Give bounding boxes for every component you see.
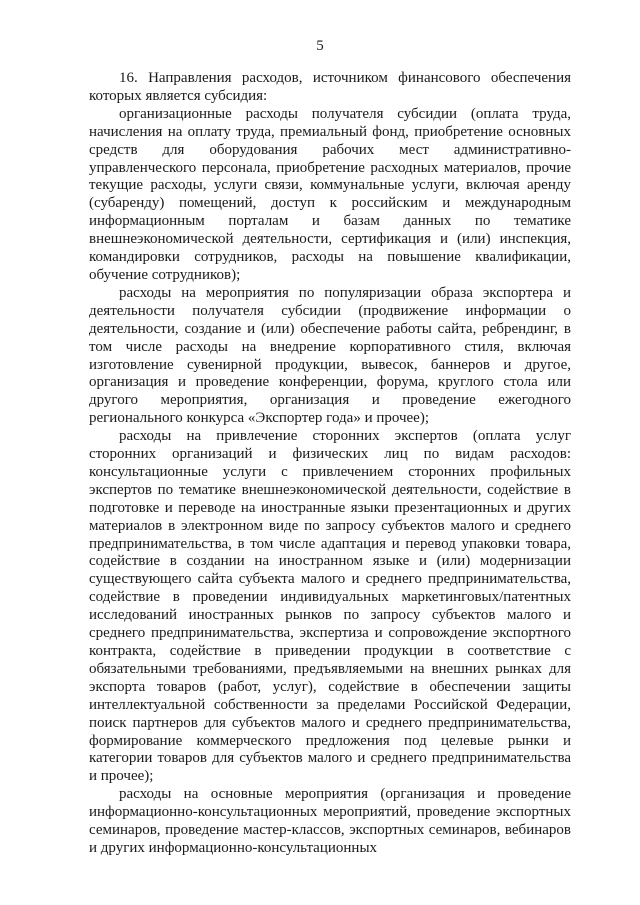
document-body [89, 70, 571, 858]
paragraph-external-experts-expenses: расходы на привлечение сторонних экспертов (оплата услуг сторонних организаций и физических лиц по видам расходов: консультационные услуги с привлечением сторонних профильных экспертов по тематике внешнеэкономической деятельности, содействие в подготовке и переводе на иностранные языки презентационных и других материалов в электронном виде по запросу субъектов малого и среднего предпринимательства, в том числе адаптация и перевод упаковки товара, содействие в создании на иностранном языке и (или) модернизации существующего сайта субъекта малого и среднего предпринимательства, содействие в проведении индивидуальных маркетинговых/патентных исследований иностранных рынков по запросу субъектов малого и среднего предпринимательства, экспертиза и сопровождение экспортного контракта, содействие в приведении продукции в соответствие с обязательными требованиями, предъявляемыми на внешних рынках для экспорта товаров (работ, услуг), содействие в обеспечении защиты интеллектуальной собственности за пределами Российской Федерации, поиск партнеров для субъектов малого и среднего предпринимательства, формирование коммерческого предложения под целевые рынки и категории товаров для субъектов малого и среднего предпринимательства и прочее); [89, 428, 571, 785]
paragraph-organizational-expenses: организационные расходы получателя субсидии (оплата труда, начисления на оплату труда, премиальный фонд, приобретение основных средств для оборудования рабочих мест административно-управленческого персонала, приобретение расходных материалов, прочие текущие расходы, услуги связи, коммунальные услуги, включая аренду (субаренду) помещений, доступ к российским и международным информационным порталам и базам данных по тематике внешнеэкономической деятельности, сертификация и (или) инспекция, командировки сотрудников, расходы на повышение квалификации, обучение сотрудников); [89, 105, 571, 283]
paragraph-exporter-promotion-expenses: расходы на мероприятия по популяризации образа экспортера и деятельности получателя субсидии (продвижение информации о деятельности, создание и (или) обеспечение работы сайта, ребрендинг, в том числе расходы на внедрение корпоративного стиля, включая изготовление сувенирной продукции, вывесок, баннеров и другое, организация и проведение конференции, форума, круглого стола или другого мероприятия, организация и проведение ежегодного регионального конкурса «Экспортер года» и прочее); [89, 284, 571, 427]
page-number: 5 [316, 38, 324, 54]
paragraph-section-16-heading: 16. Направления расходов, источником финансового обеспечения которых является субсидия: [89, 70, 571, 104]
paragraph-main-events-expenses: расходы на основные мероприятия (организация и проведение информационно-консультационных мероприятий, проведение экспортных семинаров, проведение мастер-классов, экспортных семинаров, вебинаров и других информационно-консультационных [89, 786, 571, 856]
